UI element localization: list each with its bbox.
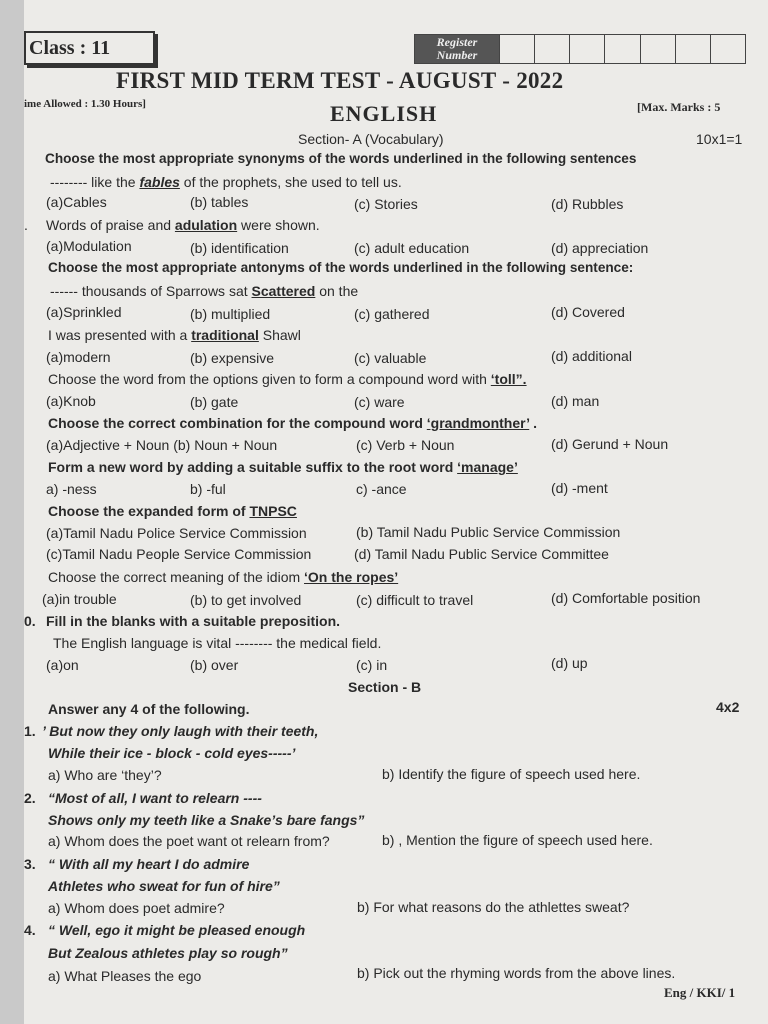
section-b-heading: Section - B xyxy=(348,679,422,695)
poem3-number: 3. xyxy=(24,856,36,872)
poem4-question-b: b) Pick out the rhyming words from the above lines. xyxy=(357,965,676,981)
q8-option-a: (a)Tamil Nadu Police Service Commission xyxy=(46,525,307,541)
q4-option-a: (a)modern xyxy=(46,349,111,365)
poem3-line1: “ With all my heart I do admire xyxy=(48,856,250,872)
register-digit-cell xyxy=(499,35,534,63)
register-digit-cell xyxy=(534,35,569,63)
q4-sentence: I was presented with a traditional Shawl xyxy=(48,327,301,343)
q1-option-d: (d) Rubbles xyxy=(551,196,624,212)
q10-option-d: (d) up xyxy=(551,655,588,671)
q8-sentence: Choose the expanded form of TNPSC xyxy=(48,503,297,519)
q10-sentence: The English language is vital -------- the medical field. xyxy=(53,635,382,651)
q8-underlined-word: TNPSC xyxy=(249,503,297,519)
q7-option-b: b) -ful xyxy=(190,481,226,497)
poem4-line2: But Zealous athletes play so rough” xyxy=(48,945,288,961)
q10-option-c: (c) in xyxy=(356,657,388,673)
register-digit-cell xyxy=(604,35,639,63)
poem1-question-b: b) Identify the figure of speech used here. xyxy=(382,766,641,782)
q8-option-b: (b) Tamil Nadu Public Service Commission xyxy=(356,524,621,540)
poem2-question-a: a) Whom does the poet want ot relearn from? xyxy=(48,833,330,849)
footer-code: Eng / KKI/ 1 xyxy=(664,985,736,1000)
poem4-line1: “ Well, ego it might be pleased enough xyxy=(48,922,306,938)
q1-option-b: (b) tables xyxy=(190,194,249,210)
q5-option-d: (d) man xyxy=(551,393,600,409)
q2-underlined-word: adulation xyxy=(174,217,238,233)
q10-option-b: (b) over xyxy=(190,657,239,673)
q10-instruction: Fill in the blanks with a suitable preposition. xyxy=(46,613,341,629)
poem3-line2: Athletes who sweat for fun of hire” xyxy=(48,878,280,894)
synonyms-instruction: Choose the most appropriate synonyms of the words underlined in the following sentences xyxy=(45,151,637,166)
q5-option-c: (c) ware xyxy=(354,394,405,410)
q2-option-b: (b) identification xyxy=(190,240,289,256)
exam-title: FIRST MID TERM TEST - AUGUST - 2022 xyxy=(116,68,564,93)
poem1-number: 1. xyxy=(24,723,36,739)
section-b-marks: 4x2 xyxy=(716,699,740,715)
q3-sentence: ------ thousands of Sparrows sat Scattered on the xyxy=(50,283,359,299)
poem2-question-b: b) , Mention the figure of speech used here. xyxy=(382,832,653,848)
section-a-marks: 10x1=1 xyxy=(696,131,743,147)
poem1-line2: While their ice - block - cold eyes-----’ xyxy=(48,745,296,761)
q6-sentence: Choose the correct combination for the compound word ‘grandmonther’ . xyxy=(48,415,537,431)
poem2-line2: Shows only my teeth like a Snake’s bare fangs” xyxy=(48,812,365,828)
q2-option-a: (a)Modulation xyxy=(46,238,132,254)
register-digit-cell xyxy=(640,35,675,63)
q6-underlined-word: ‘grandmonther’ xyxy=(426,415,530,431)
q9-underlined-word: ‘On the ropes’ xyxy=(304,569,399,585)
q2-sentence: Words of praise and adulation were shown. xyxy=(46,217,320,233)
q7-option-a: a) -ness xyxy=(46,481,97,497)
q1-option-a: (a)Cables xyxy=(46,194,107,210)
q3-option-b: (b) multiplied xyxy=(190,306,271,322)
register-digit-cell xyxy=(569,35,604,63)
q9-option-a: (a)in trouble xyxy=(42,591,117,607)
q9-option-c: (c) difficult to travel xyxy=(356,592,474,608)
poem2-number: 2. xyxy=(24,790,36,806)
q3-underlined-word: Scattered xyxy=(251,283,316,299)
q2-option-d: (d) appreciation xyxy=(551,240,649,256)
q3-option-a: (a)Sprinkled xyxy=(46,304,122,320)
class-label: Class : 11 xyxy=(24,31,155,65)
register-digit-cell xyxy=(710,35,745,63)
q6-option-ab: (a)Adjective + Noun (b) Noun + Noun xyxy=(46,437,278,453)
max-marks: [Max. Marks : 5 xyxy=(637,100,721,114)
register-number-label: Register Number xyxy=(415,35,499,63)
exam-sheet xyxy=(24,0,768,1024)
q4-option-b: (b) expensive xyxy=(190,350,275,366)
q2-option-c: (c) adult education xyxy=(354,240,470,256)
q9-option-d: (d) Comfortable position xyxy=(551,590,701,606)
register-number-box xyxy=(414,34,746,64)
q6-option-d: (d) Gerund + Noun xyxy=(551,436,669,452)
q8-option-d: (d) Tamil Nadu Public Service Committee xyxy=(354,546,609,562)
q9-option-b: (b) to get involved xyxy=(190,592,302,608)
time-allowed: ime Allowed : 1.30 Hours] xyxy=(24,98,146,110)
q5-sentence: Choose the word from the options given to form a compound word with ‘toll”. xyxy=(48,371,527,387)
q7-option-c: c) -ance xyxy=(356,481,407,497)
q3-option-d: (d) Covered xyxy=(551,304,625,320)
poem1-question-a: a) Who are ‘they’? xyxy=(48,767,162,783)
q1-option-c: (c) Stories xyxy=(354,196,418,212)
q8-option-c: (c)Tamil Nadu People Service Commission xyxy=(46,546,312,562)
section-b-instruction: Answer any 4 of the following. xyxy=(48,701,250,717)
poem3-question-a: a) Whom does poet admire? xyxy=(48,900,225,916)
q4-option-c: (c) valuable xyxy=(354,350,427,366)
q5-option-b: (b) gate xyxy=(190,394,239,410)
antonyms-instruction: Choose the most appropriate antonyms of the words underlined in the following sentence: xyxy=(48,260,634,275)
q6-option-c: (c) Verb + Noun xyxy=(356,437,455,453)
q4-underlined-word: traditional xyxy=(191,327,259,343)
register-digit-cell xyxy=(675,35,710,63)
section-a-heading: Section- A (Vocabulary) xyxy=(298,131,444,147)
q9-sentence: Choose the correct meaning of the idiom ‘On the ropes’ xyxy=(48,569,399,585)
q2-number: . xyxy=(24,217,28,233)
q10-number: 0. xyxy=(24,613,36,629)
q7-sentence: Form a new word by adding a suitable suffix to the root word ‘manage’ xyxy=(48,459,518,475)
q7-underlined-word: ‘manage’ xyxy=(457,459,518,475)
q7-option-d: (d) -ment xyxy=(551,480,608,496)
poem4-number: 4. xyxy=(24,922,36,938)
q1-underlined-word: fables xyxy=(139,174,180,190)
poem4-question-a: a) What Pleases the ego xyxy=(48,968,202,984)
q3-option-c: (c) gathered xyxy=(354,306,430,322)
poem3-question-b: b) For what reasons do the athlettes sweat? xyxy=(357,899,630,915)
poem2-line1: “Most of all, I want to relearn ---- xyxy=(48,790,262,806)
q1-sentence: -------- like the fables of the prophets, she used to tell us. xyxy=(50,174,402,190)
q10-option-a: (a)on xyxy=(46,657,79,673)
poem1-line1: ’ But now they only laugh with their teeth, xyxy=(42,723,319,739)
subject-title: ENGLISH xyxy=(330,101,438,126)
q5-underlined-word: ‘toll”. xyxy=(490,371,527,387)
q4-option-d: (d) additional xyxy=(551,348,632,364)
q5-option-a: (a)Knob xyxy=(46,393,96,409)
